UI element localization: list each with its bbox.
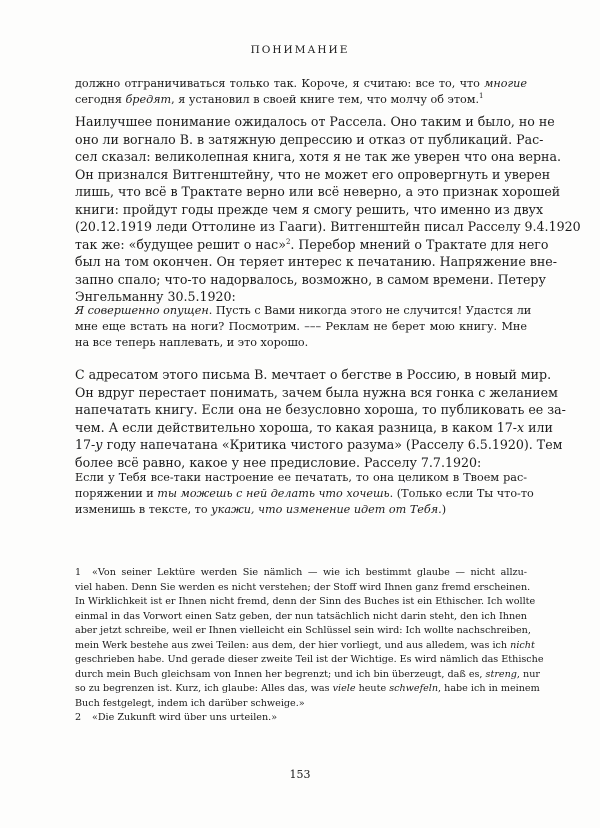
quote-engelmann: Я совершенно опущен. Пусть с Вами никогда этого не случится! Удастся ли мне еще встать на ноги? Посмотрим. ––– Реклам не берет мою книгу. Мне на все теперь наплевать, и это хорошо. [75,304,532,349]
footnote-ref[interactable]: 2 [285,237,291,246]
quote-russell-letter: Если у Тебя все-таки настроение ее печатать, то она целиком в Твоем рас- поряжении и ты можешь с ней делать что хочешь. (Только если Ты что-то изменишь в тексте, то укажи, что изменение идет от Тебя.) [75,471,534,516]
paragraph-russell: Наилучшее понимание ожидалось от Рассела. Оно таким и было, но не оно ли вогнало В. в затяжную депрессию и отказ от публикаций. Рас- сел сказал: великолепная книга, хотя я не так же уверен что она верна. Он признался Витгенштейну, что не может его опровергнуть и уверен лишь, что всё в Трактате верно или всё неверно, а это признак хорошей книги: пройдут годы прежде чем я смогу решить, что именно из двух (20.12.1919 леди Оттолине из Гааги). Витгенштейн писал Расселу 9.4.1920 так же: «будущее решит о нас»$^2$. Перебор мнений о Трактате для него был на том окончен. Он теряет интерес к печатанию. Напряжение вне- запно спало; что-то надорвалось, возможно, в самом времени. Петеру Энгельманну 30.5.1920: [75,114,581,304]
footnote-ref[interactable]: 1 [479,92,484,100]
page-number: 153 [289,768,311,781]
footnotes: 1 «Von seiner Lektüre werden Sie nämlich — wie ich bestimmt glaube — nicht allzu- viel haben. Denn Sie werden es nicht verstehen; der Stoff wird Ihnen ganz fremd erscheinen. In Wirklichkeit ist er Ihnen nicht fremd, denn der Sinn des Buches ist ein Ethischer. Ich wollte einmal in das Vorwort einen Satz geben, der nun tatsächlich nicht darin steht, den ich Ihnen aber jetzt schreibe, weil er Ihnen vielleicht ein Schlüssel sein wird: Ich wollte nachschreiben, mein Werk bestehe aus zwei Teilen: aus dem, der hier vorliegt, und aus alledem, was ich nicht geschrieben habe. Und gerade dieser zweite Teil ist der Wichtige. Es wird nämlich das Ethische durch mein Buch gleichsam von Innen her begrenzt; und ich bin überzeugt, daß es, streng, nur so zu begrenzen ist. Kurz, ich glaube: Alles das, was viele heute schwefeln, habe ich in meinem Buch festgelegt, indem ich darüber schweige.» 2 «Die Zukunft wird über uns urteilen.» [75,566,527,726]
running-header: ПОНИМАНИЕ [250,44,350,56]
quote-line: сегодня бредят, я установил в своей книге тем, что молчу об этом.$^1$ [75,92,484,106]
paragraph-russia: С адресатом этого письма В. мечтает о бегстве в Россию, в новый мир. Он вдруг перестает понимать, зачем была нужна вся гонка с желанием напечатать книгу. Если она не безусловно хороша, то публиковать ее за- чем. А если действительно хороша, то какая разница, в каком 17-х или 17-у году напечатана «Критика чистого разума» (Расселу 6.5.1920). Тем более всё равно, какое у нее предисловие. Расселу 7.7.1920: [75,367,566,470]
footnote-1: 1 «Von seiner Lektüre werden Sie nämlich — wie ich bestimmt glaube — nicht allzu- [75,567,527,578]
quote-line: должно отграничиваться только так. Короче, я считаю: все то, что многие [75,77,527,90]
footnote-2: 2 «Die Zukunft wird über uns urteilen.» [75,712,278,723]
quote-continuation [75,76,527,108]
